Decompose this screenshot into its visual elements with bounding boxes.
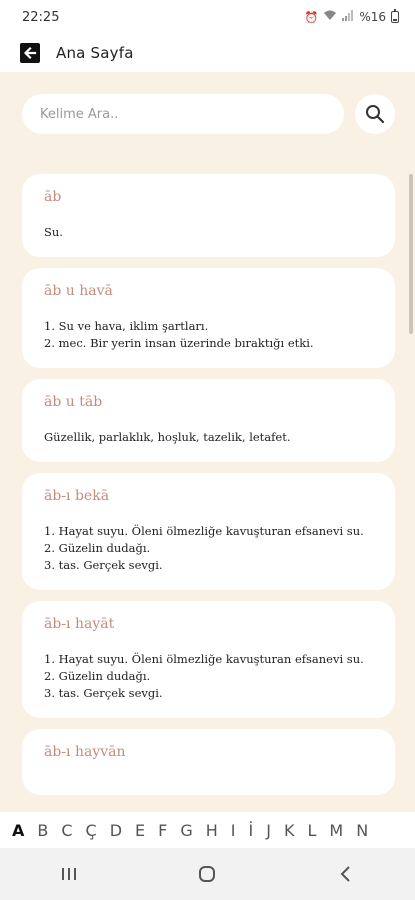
recent-apps-button[interactable]: [39, 854, 99, 894]
alphabet-index[interactable]: [0, 812, 415, 848]
entry-term: āb-ı hayvān: [44, 744, 126, 760]
entry-term: āb u tāb: [44, 394, 103, 410]
entry-card[interactable]: [22, 379, 395, 462]
letter-f[interactable]: F: [158, 820, 168, 840]
back-button[interactable]: [20, 43, 40, 63]
letter-h[interactable]: H: [205, 820, 218, 840]
entry-card[interactable]: [22, 268, 395, 368]
letter-k[interactable]: K: [283, 820, 295, 840]
entry-term: āb: [44, 189, 62, 205]
search-button[interactable]: [355, 94, 395, 134]
alarm-icon: ⏰: [304, 10, 319, 24]
search-icon: [365, 104, 385, 124]
letter-i-dotted[interactable]: İ: [248, 820, 254, 840]
scrollbar-thumb[interactable]: [409, 174, 413, 334]
wifi-icon: [323, 10, 337, 24]
letter-m[interactable]: M: [329, 820, 344, 840]
letter-d[interactable]: D: [109, 820, 123, 840]
entry-card[interactable]: [22, 729, 395, 795]
system-nav-bar: [0, 848, 415, 900]
entry-list: [22, 174, 395, 806]
entry-card[interactable]: [22, 174, 395, 257]
entry-definition: 1. Hayat suyu. Öleni ölmezliğe kavuşturan efsanevi su. 2. Güzelin dudağı. 3. tas. Gerçek sevgi.: [44, 652, 364, 700]
dictionary-content[interactable]: [0, 72, 415, 812]
letter-e[interactable]: E: [135, 820, 146, 840]
battery-icon: [391, 11, 399, 23]
recent-apps-icon: [60, 866, 78, 882]
letter-i-dotless[interactable]: I: [230, 820, 236, 840]
app-bar: [0, 34, 415, 72]
arrow-left-icon: [23, 46, 37, 60]
search-row: [22, 94, 395, 134]
entry-term: āb u havā: [44, 283, 113, 299]
home-icon: [197, 864, 217, 884]
status-bar: [0, 0, 415, 34]
letter-g[interactable]: G: [180, 820, 193, 840]
entry-term: āb-ı bekā: [44, 488, 110, 504]
letter-c[interactable]: C: [61, 820, 73, 840]
status-time: 22:25: [22, 9, 60, 25]
letter-l[interactable]: L: [307, 820, 317, 840]
entry-term: āb-ı hayāt: [44, 616, 115, 632]
status-icons: [305, 10, 399, 24]
home-button[interactable]: [177, 854, 237, 894]
system-back-button[interactable]: [316, 854, 376, 894]
entry-card[interactable]: [22, 601, 395, 718]
signal-icon: [342, 10, 354, 24]
letter-c-cedilla[interactable]: Ç: [85, 820, 97, 840]
letter-n[interactable]: N: [356, 820, 369, 840]
search-input[interactable]: [22, 94, 344, 134]
letter-j[interactable]: J: [266, 820, 271, 840]
letter-a[interactable]: A: [12, 820, 25, 840]
battery-percent: %16: [359, 10, 386, 24]
entry-definition: 1. Su ve hava, iklim şartları. 2. mec. Bir yerin insan üzerinde bıraktığı etki.: [44, 319, 314, 350]
letter-b[interactable]: B: [37, 820, 49, 840]
chevron-left-icon: [339, 865, 353, 883]
entry-definition: 1. Hayat suyu. Öleni ölmezliğe kavuşturan efsanevi su. 2. Güzelin dudağı. 3. tas. Gerçek sevgi.: [44, 524, 364, 572]
entry-definition: Su.: [44, 225, 63, 239]
entry-definition: Güzellik, parlaklık, hoşluk, tazelik, letafet.: [44, 430, 291, 444]
entry-card[interactable]: [22, 473, 395, 590]
page-title: Ana Sayfa: [56, 44, 134, 62]
